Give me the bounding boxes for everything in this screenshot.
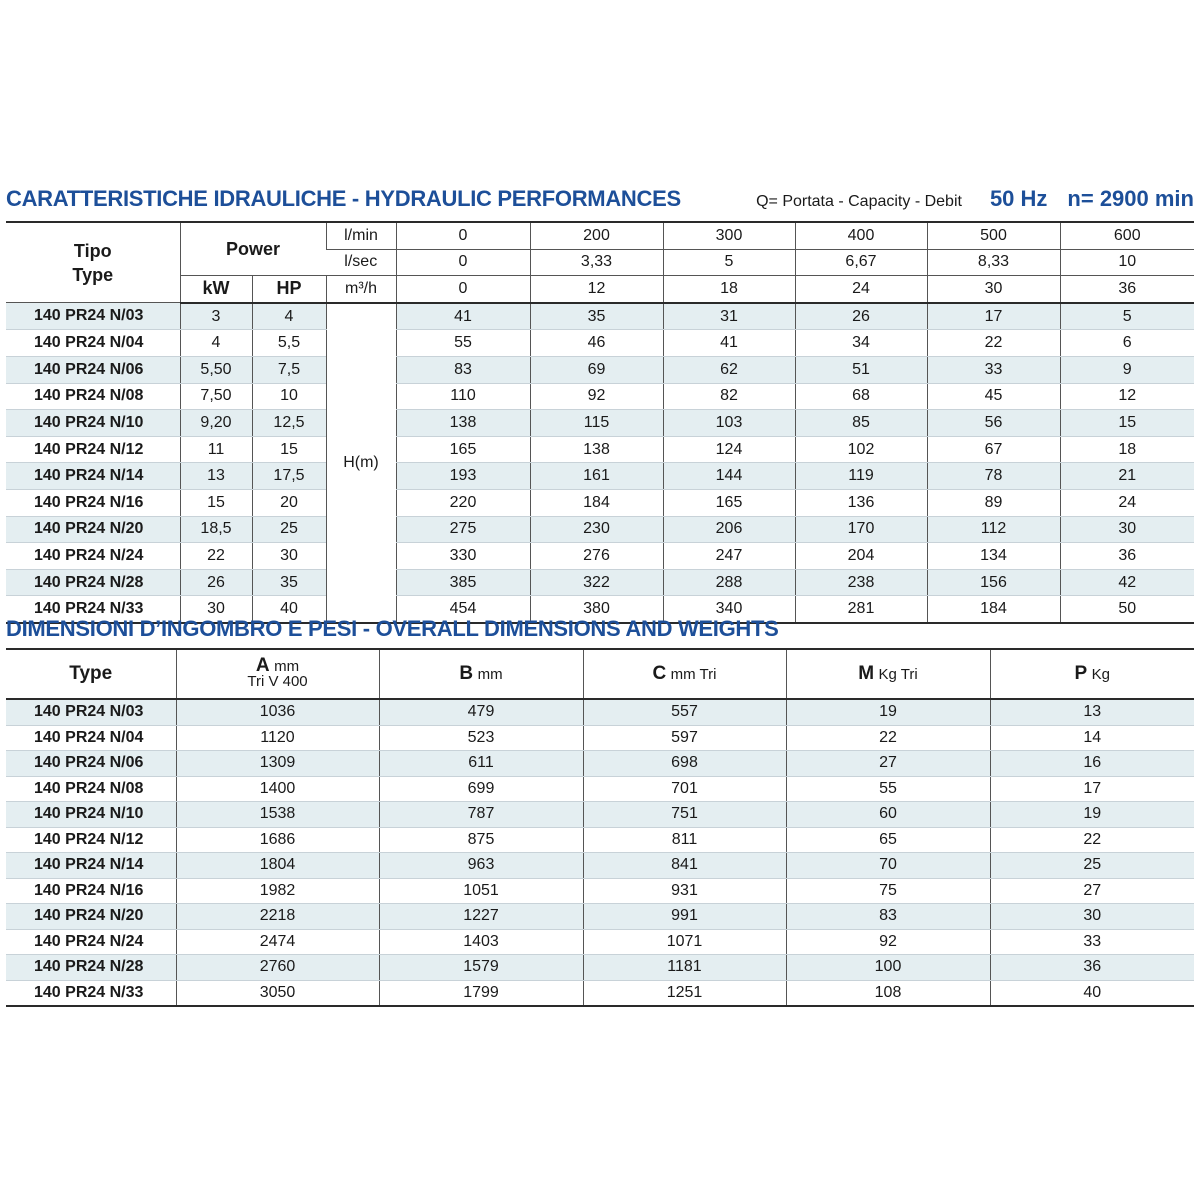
dim-m-value: 75 — [786, 878, 990, 904]
dim-a-value: 1804 — [176, 853, 379, 879]
head-value: 92 — [530, 383, 663, 410]
table-row — [6, 356, 1194, 383]
head-value: 322 — [530, 569, 663, 596]
flow-cell: 3,33 — [530, 249, 663, 276]
hp-value: 35 — [252, 569, 326, 596]
dim-p-value: 25 — [990, 853, 1194, 879]
model-name: 140 PR24 N/14 — [6, 463, 180, 490]
head-value: 9 — [1060, 356, 1194, 383]
head-value: 55 — [396, 330, 530, 357]
capacity-legend: Q= Portata - Capacity - Debit — [756, 193, 962, 210]
kw-value: 4 — [180, 330, 252, 357]
flow-cell: 36 — [1060, 276, 1194, 303]
head-value: 385 — [396, 569, 530, 596]
kw-value: 26 — [180, 569, 252, 596]
flow-cell: 12 — [530, 276, 663, 303]
hp-value: 25 — [252, 516, 326, 543]
head-value: 82 — [663, 383, 795, 410]
dim-p-value: 33 — [990, 929, 1194, 955]
kw-value: 13 — [180, 463, 252, 490]
head-value: 134 — [927, 543, 1060, 570]
flow-cell: 0 — [396, 276, 530, 303]
head-value: 276 — [530, 543, 663, 570]
dim-m-value: 70 — [786, 853, 990, 879]
p-letter: P — [1074, 663, 1088, 684]
head-value: 161 — [530, 463, 663, 490]
model-name: 140 PR24 N/10 — [6, 410, 180, 437]
head-value: 83 — [396, 356, 530, 383]
model-name: 140 PR24 N/10 — [6, 802, 176, 828]
table-row — [6, 980, 1194, 1006]
c-unit: mm Tri — [670, 666, 717, 683]
flow-cell: 8,33 — [927, 249, 1060, 276]
flow-cell: 5 — [663, 249, 795, 276]
hp-header: HP — [252, 276, 326, 303]
dim-m-value: 92 — [786, 929, 990, 955]
dim-c-value: 1181 — [583, 955, 786, 981]
kw-value: 15 — [180, 489, 252, 516]
head-value: 85 — [795, 410, 927, 437]
head-value: 42 — [1060, 569, 1194, 596]
model-name: 140 PR24 N/20 — [6, 516, 180, 543]
model-name: 140 PR24 N/08 — [6, 383, 180, 410]
dim-b-value: 875 — [379, 827, 583, 853]
head-value: 112 — [927, 516, 1060, 543]
dim-m-value: 55 — [786, 776, 990, 802]
hp-value: 20 — [252, 489, 326, 516]
head-value: 5 — [1060, 303, 1194, 330]
model-name: 140 PR24 N/24 — [6, 543, 180, 570]
head-value: 340 — [663, 596, 795, 623]
unit-label-lmin: l/min — [326, 222, 396, 249]
flow-cell: 6,67 — [795, 249, 927, 276]
dim-a-value: 1036 — [176, 699, 379, 725]
head-value: 165 — [663, 489, 795, 516]
head-value: 281 — [795, 596, 927, 623]
kw-header: kW — [180, 276, 252, 303]
dim-a-value: 1120 — [176, 725, 379, 751]
model-name: 140 PR24 N/16 — [6, 489, 180, 516]
head-value: 34 — [795, 330, 927, 357]
head-value: 204 — [795, 543, 927, 570]
head-value: 69 — [530, 356, 663, 383]
head-value: 165 — [396, 436, 530, 463]
dim-c-value: 841 — [583, 853, 786, 879]
table-row — [6, 751, 1194, 777]
dim-b-value: 523 — [379, 725, 583, 751]
head-value: 41 — [663, 330, 795, 357]
hydraulic-title-row — [6, 186, 1194, 212]
dim-c-value: 991 — [583, 904, 786, 930]
table-row — [6, 463, 1194, 490]
hp-value: 30 — [252, 543, 326, 570]
head-value: 36 — [1060, 543, 1194, 570]
hp-value: 12,5 — [252, 410, 326, 437]
c-letter: C — [652, 663, 667, 684]
speed-label: n= 2900 min — [1067, 186, 1194, 211]
dimensions-section-title: DIMENSIONI D’INGOMBRO E PESI - OVERALL DIMENSIONS AND WEIGHTS — [6, 616, 779, 641]
hp-value: 17,5 — [252, 463, 326, 490]
flow-cell: 10 — [1060, 249, 1194, 276]
model-name: 140 PR24 N/04 — [6, 725, 176, 751]
dim-c-value: 1071 — [583, 929, 786, 955]
dim-b-value: 1579 — [379, 955, 583, 981]
head-value: 33 — [927, 356, 1060, 383]
head-value: 220 — [396, 489, 530, 516]
hp-value: 15 — [252, 436, 326, 463]
head-value: 26 — [795, 303, 927, 330]
table-row — [6, 776, 1194, 802]
head-value: 156 — [927, 569, 1060, 596]
type-label: Type — [72, 264, 114, 285]
table-row — [6, 410, 1194, 437]
m-letter: M — [858, 663, 875, 684]
hp-value: 4 — [252, 303, 326, 330]
model-name: 140 PR24 N/33 — [34, 600, 144, 618]
table-row — [6, 330, 1194, 357]
model-name: 140 PR24 N/06 — [6, 356, 180, 383]
head-value: 124 — [663, 436, 795, 463]
dim-b-value: 1051 — [379, 878, 583, 904]
p-column-header — [990, 649, 1194, 699]
dimensions-header-row — [6, 649, 1194, 699]
table-row — [6, 955, 1194, 981]
hp-value: 40 — [252, 596, 326, 623]
head-value: 103 — [663, 410, 795, 437]
hydraulic-section-title: CARATTERISTICHE IDRAULICHE - HYDRAULIC PERFORMANCES — [6, 186, 681, 211]
dim-b-value: 1403 — [379, 929, 583, 955]
b-unit: mm — [477, 666, 503, 683]
dim-p-value: 22 — [990, 827, 1194, 853]
dimensions-title-row — [6, 616, 1194, 642]
power-column-header: Power — [180, 222, 326, 276]
flow-cell: 24 — [795, 276, 927, 303]
model-name: 140 PR24 N/28 — [6, 569, 180, 596]
head-value: 24 — [1060, 489, 1194, 516]
model-name: 140 PR24 N/24 — [6, 929, 176, 955]
model-name: 140 PR24 N/03 — [6, 699, 176, 725]
flow-header-row-m3h — [6, 276, 1194, 303]
model-name: 140 PR24 N/16 — [6, 878, 176, 904]
dim-p-value: 40 — [990, 980, 1194, 1006]
dim-m-value: 19 — [786, 699, 990, 725]
head-value: 46 — [530, 330, 663, 357]
a-letter: A — [255, 654, 270, 676]
model-name: 140 PR24 N/12 — [6, 827, 176, 853]
flow-cell: 300 — [663, 222, 795, 249]
hp-value: 5,5 — [252, 330, 326, 357]
head-value: 18 — [1060, 436, 1194, 463]
dim-type-header: Type — [6, 649, 176, 699]
dim-m-value: 22 — [786, 725, 990, 751]
tipo-label: Tipo — [73, 240, 112, 261]
m-unit: Kg Tri — [878, 666, 918, 683]
table-row — [6, 569, 1194, 596]
table-row — [6, 802, 1194, 828]
head-value: 380 — [530, 596, 663, 623]
a-subunit: Tri V 400 — [247, 672, 308, 690]
model-name: 140 PR24 N/20 — [6, 904, 176, 930]
head-value: 62 — [663, 356, 795, 383]
dim-a-value: 3050 — [176, 980, 379, 1006]
head-value: 136 — [795, 489, 927, 516]
dim-b-value: 963 — [379, 853, 583, 879]
dim-m-value: 27 — [786, 751, 990, 777]
head-value: 330 — [396, 543, 530, 570]
dim-a-value: 1686 — [176, 827, 379, 853]
head-value: 238 — [795, 569, 927, 596]
unit-label-m3h: m³/h — [326, 276, 396, 303]
head-value: 17 — [927, 303, 1060, 330]
dim-a-value: 1309 — [176, 751, 379, 777]
dim-m-value: 65 — [786, 827, 990, 853]
table-row — [6, 878, 1194, 904]
dim-p-value: 19 — [990, 802, 1194, 828]
hp-value: 7,5 — [252, 356, 326, 383]
head-value: 67 — [927, 436, 1060, 463]
p-unit: Kg — [1091, 666, 1110, 683]
head-value: 119 — [795, 463, 927, 490]
flow-cell: 600 — [1060, 222, 1194, 249]
head-value: 206 — [663, 516, 795, 543]
dim-c-value: 597 — [583, 725, 786, 751]
kw-value: 18,5 — [180, 516, 252, 543]
kw-value: 9,20 — [180, 410, 252, 437]
head-value: 51 — [795, 356, 927, 383]
b-letter: B — [459, 663, 474, 684]
head-value: 45 — [927, 383, 1060, 410]
table-row — [6, 699, 1194, 725]
table-row — [6, 725, 1194, 751]
head-value: 138 — [530, 436, 663, 463]
flow-cell: 0 — [396, 222, 530, 249]
flow-cell: 30 — [927, 276, 1060, 303]
dim-p-value: 13 — [990, 699, 1194, 725]
dim-p-value: 30 — [990, 904, 1194, 930]
head-value: 78 — [927, 463, 1060, 490]
dim-a-value: 1982 — [176, 878, 379, 904]
table-row — [6, 827, 1194, 853]
table-row — [6, 383, 1194, 410]
dim-b-value: 479 — [379, 699, 583, 725]
dim-p-value: 36 — [990, 955, 1194, 981]
table-row — [6, 853, 1194, 879]
unit-label-lsec: l/sec — [326, 249, 396, 276]
head-value: 110 — [396, 383, 530, 410]
model-name: 140 PR24 N/12 — [6, 436, 180, 463]
dim-p-value: 16 — [990, 751, 1194, 777]
kw-value: 11 — [180, 436, 252, 463]
table-row — [6, 904, 1194, 930]
dim-b-value: 787 — [379, 802, 583, 828]
dim-b-value: 1799 — [379, 980, 583, 1006]
dim-a-value: 1538 — [176, 802, 379, 828]
dim-c-value: 931 — [583, 878, 786, 904]
dim-p-value: 27 — [990, 878, 1194, 904]
model-name: 140 PR24 N/33 — [34, 983, 144, 1001]
head-value: 35 — [530, 303, 663, 330]
dim-c-value: 1251 — [583, 980, 786, 1006]
kw-value: 22 — [180, 543, 252, 570]
dim-c-value: 698 — [583, 751, 786, 777]
flow-header-row-lmin — [6, 222, 1194, 249]
dim-b-value: 1227 — [379, 904, 583, 930]
model-name: 140 PR24 N/06 — [6, 751, 176, 777]
head-value: 275 — [396, 516, 530, 543]
dim-m-value: 83 — [786, 904, 990, 930]
head-value: 193 — [396, 463, 530, 490]
table-row — [6, 929, 1194, 955]
head-value: 144 — [663, 463, 795, 490]
head-value: 41 — [396, 303, 530, 330]
dim-a-value: 1400 — [176, 776, 379, 802]
head-value: 12 — [1060, 383, 1194, 410]
head-value: 184 — [530, 489, 663, 516]
dim-p-value: 14 — [990, 725, 1194, 751]
flow-cell: 400 — [795, 222, 927, 249]
dim-b-value: 699 — [379, 776, 583, 802]
head-value: 288 — [663, 569, 795, 596]
model-name: 140 PR24 N/14 — [6, 853, 176, 879]
table-row — [6, 516, 1194, 543]
head-value: 50 — [1060, 596, 1194, 623]
kw-value: 7,50 — [180, 383, 252, 410]
dim-a-value: 2218 — [176, 904, 379, 930]
dim-m-value: 108 — [786, 980, 990, 1006]
dim-a-value: 2760 — [176, 955, 379, 981]
model-name: 140 PR24 N/28 — [6, 955, 176, 981]
flow-cell: 18 — [663, 276, 795, 303]
kw-value: 30 — [180, 596, 252, 623]
head-value: 230 — [530, 516, 663, 543]
table-row — [6, 303, 1194, 330]
head-value: 247 — [663, 543, 795, 570]
model-name: 140 PR24 N/03 — [6, 303, 180, 330]
head-value: 68 — [795, 383, 927, 410]
b-column-header — [379, 649, 583, 699]
dimensions-table — [6, 648, 1194, 1007]
head-value: 184 — [927, 596, 1060, 623]
kw-value: 3 — [180, 303, 252, 330]
flow-cell: 0 — [396, 249, 530, 276]
head-value: 89 — [927, 489, 1060, 516]
model-name: 140 PR24 N/08 — [6, 776, 176, 802]
flow-cell: 200 — [530, 222, 663, 249]
hydraulic-performance-table — [6, 221, 1194, 624]
head-value: 56 — [927, 410, 1060, 437]
head-value: 102 — [795, 436, 927, 463]
dim-m-value: 60 — [786, 802, 990, 828]
frequency-label: 50 Hz — [989, 186, 1048, 211]
dim-c-value: 811 — [583, 827, 786, 853]
table-row — [6, 543, 1194, 570]
kw-value: 5,50 — [180, 356, 252, 383]
m-column-header — [786, 649, 990, 699]
head-value: 115 — [530, 410, 663, 437]
a-unit: mm — [274, 657, 300, 675]
table-row — [6, 489, 1194, 516]
a-column-header — [176, 649, 379, 699]
dim-c-value: 557 — [583, 699, 786, 725]
flow-cell: 500 — [927, 222, 1060, 249]
model-name: 140 PR24 N/04 — [6, 330, 180, 357]
head-value: 15 — [1060, 410, 1194, 437]
dim-c-value: 701 — [583, 776, 786, 802]
hp-value: 10 — [252, 383, 326, 410]
head-value: 22 — [927, 330, 1060, 357]
dim-p-value: 17 — [990, 776, 1194, 802]
head-value: 170 — [795, 516, 927, 543]
dim-b-value: 611 — [379, 751, 583, 777]
dim-c-value: 751 — [583, 802, 786, 828]
head-label: H(m) — [326, 303, 396, 623]
head-value: 21 — [1060, 463, 1194, 490]
head-value: 138 — [396, 410, 530, 437]
table-row — [6, 436, 1194, 463]
dim-a-value: 2474 — [176, 929, 379, 955]
c-column-header — [583, 649, 786, 699]
head-value: 30 — [1060, 516, 1194, 543]
type-column-header — [6, 222, 180, 303]
dim-m-value: 100 — [786, 955, 990, 981]
head-value: 454 — [396, 596, 530, 623]
head-value: 6 — [1060, 330, 1194, 357]
head-value: 31 — [663, 303, 795, 330]
